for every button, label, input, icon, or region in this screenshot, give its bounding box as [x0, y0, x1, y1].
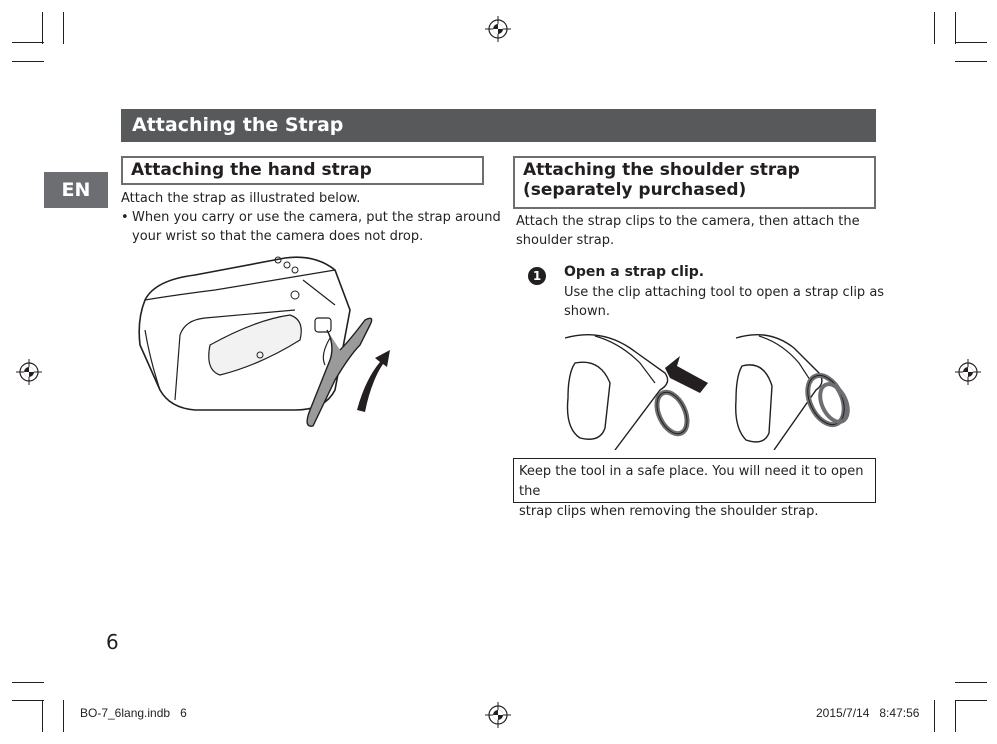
crop-mark [12, 700, 44, 701]
registration-mark-icon [485, 702, 511, 728]
shoulder-strap-heading-line2: (separately purchased) [523, 180, 747, 200]
step-desc-line2: shown. [564, 304, 610, 319]
registration-mark-icon [485, 16, 511, 42]
note-line2: strap clips when removing the shoulder strap. [519, 504, 819, 519]
registration-mark-icon [955, 359, 981, 385]
crop-mark [12, 42, 44, 43]
crop-mark [955, 682, 987, 683]
crop-mark [42, 700, 43, 732]
step-title: Open a strap clip. [564, 264, 705, 280]
crop-mark [934, 700, 935, 732]
page-number: 6 [106, 630, 119, 654]
crop-mark [955, 700, 956, 732]
bullet-dot: • [121, 210, 129, 225]
hand-strap-heading: Attaching the hand strap [121, 156, 484, 185]
hand-strap-intro: Attach the strap as illustrated below. [121, 191, 361, 206]
crop-mark [955, 700, 987, 701]
crop-mark [12, 682, 44, 683]
crop-mark [42, 12, 43, 44]
registration-mark-icon [16, 359, 42, 385]
shoulder-strap-heading [513, 156, 876, 209]
note-box [513, 458, 876, 519]
hand-strap-bullet-line1: When you carry or use the camera, put the strap around [132, 210, 501, 225]
crop-mark [63, 700, 64, 732]
crop-mark [63, 12, 64, 44]
footer-file-name: BO-7_6lang.indb 6 [80, 706, 187, 720]
language-tab: EN [44, 172, 108, 208]
shoulder-strap-intro-line2: shoulder strap. [516, 233, 615, 248]
step-number-badge: 1 [528, 267, 546, 285]
crop-mark [934, 12, 935, 44]
note-line1: Keep the tool in a safe place. You will need it to open the [519, 464, 864, 499]
camera-hand-strap-illustration [135, 250, 395, 430]
footer-timestamp: 2015/7/14 8:47:56 [816, 706, 920, 720]
clip-tool-illustration-after [734, 328, 864, 450]
crop-mark [955, 12, 956, 44]
clip-tool-illustration-before [560, 328, 710, 450]
hand-strap-bullet-line2: your wrist so that the camera does not drop. [132, 229, 424, 244]
section-banner: Attaching the Strap [121, 109, 876, 142]
crop-mark [955, 61, 987, 62]
shoulder-strap-intro-line1: Attach the strap clips to the camera, then attach the [516, 214, 860, 229]
crop-mark [12, 61, 44, 62]
step-desc-line1: Use the clip attaching tool to open a strap clip as [564, 285, 885, 300]
crop-mark [955, 42, 987, 43]
shoulder-strap-heading-line1: Attaching the shoulder strap [523, 160, 800, 180]
